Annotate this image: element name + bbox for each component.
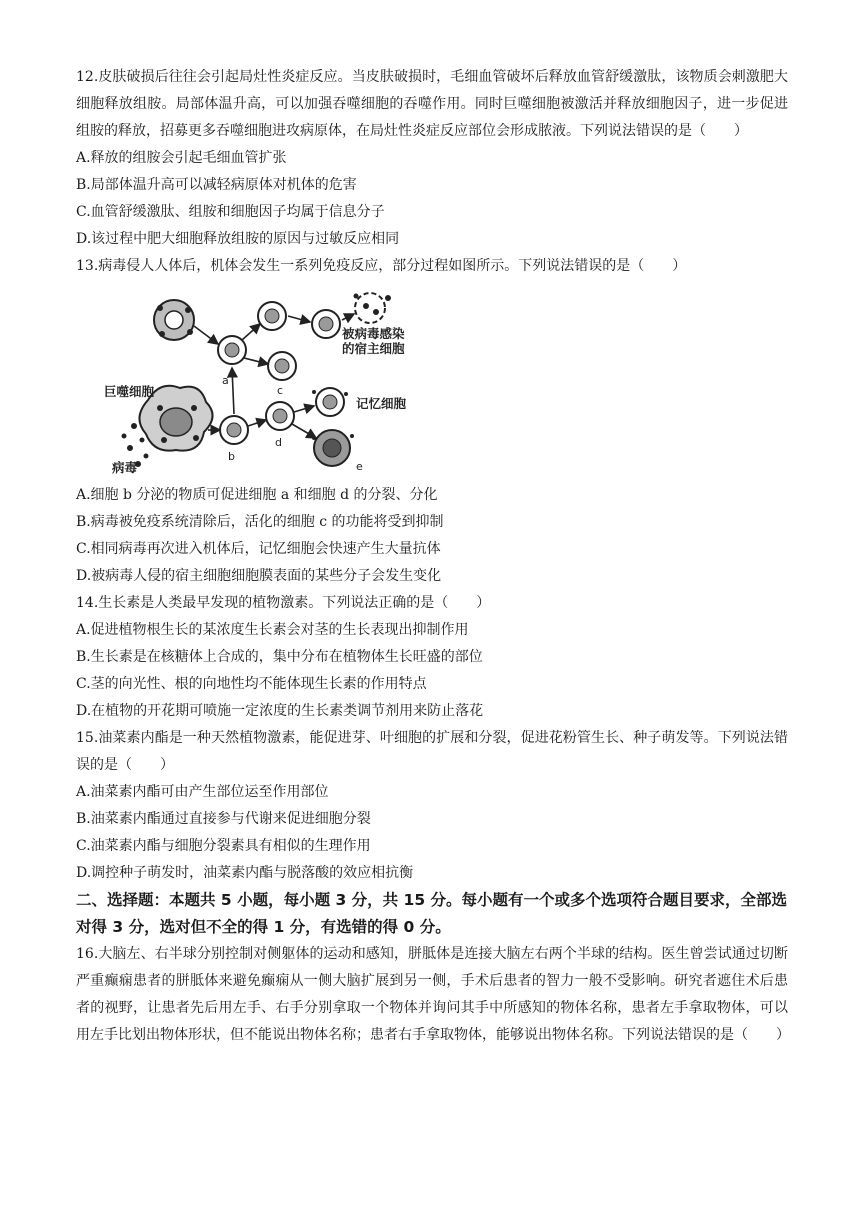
cell-c (268, 352, 296, 380)
label-b: b (228, 450, 235, 463)
cell-a (218, 336, 246, 364)
question-13-option-b: B.病毒被免疫系统清除后，活化的细胞 c 的功能将受到抑制 (76, 514, 444, 530)
label-infected-cell: 被病毒感染的宿主细胞 (342, 326, 405, 356)
section-2-heading: 二、选择题：本题共 5 小题，每小题 3 分，共 15 分。每小题有一个或多个选项符合题目要求，全部选对得 3 分，选对但不全的得 1 分，有选错的得 0 分。 (76, 891, 788, 936)
question-15-option-a: A.油菜素内酯可由产生部位运至作用部位 (76, 784, 329, 800)
exam-page (76, 64, 788, 1049)
question-13-option-c: C.相同病毒再次进入机体后，记忆细胞会快速产生大量抗体 (76, 541, 441, 557)
infected-cell-topleft (154, 300, 194, 340)
question-15-stem: 15.油菜素内酯是一种天然植物激素，能促进芽、叶细胞的扩展和分裂，促进花粉管生长、种子萌发等。下列说法错误的是（ ） (76, 730, 788, 773)
immune-response-figure (104, 288, 416, 476)
label-a: a (222, 374, 229, 387)
question-13 (76, 253, 788, 590)
question-13-option-a: A.细胞 b 分泌的物质可促进细胞 a 和细胞 d 的分裂、分化 (76, 487, 438, 503)
question-12-option-c: C.血管舒缓激肽、组胺和细胞因子均属于信息分子 (76, 204, 385, 220)
question-14-option-b: B.生长素是在核糖体上合成的，集中分布在植物体生长旺盛的部位 (76, 649, 483, 665)
question-12-option-b: B.局部体温升高可以减轻病原体对机体的危害 (76, 177, 357, 193)
question-13-option-d: D.被病毒人侵的宿主细胞细胞膜表面的某些分子会发生变化 (76, 568, 442, 584)
question-15-option-c: C.油菜素内酯与细胞分裂素具有相似的生理作用 (76, 838, 371, 854)
question-14-option-a: A.促进植物根生长的某浓度生长素会对茎的生长表现出抑制作用 (76, 622, 469, 638)
label-memory-cell: 记忆细胞 (356, 396, 407, 411)
cell-e (312, 430, 354, 466)
question-15 (76, 725, 788, 887)
question-16 (76, 941, 788, 1049)
question-15-option-d: D.调控种子萌发时，油菜素内酯与脱落酸的效应相抗衡 (76, 865, 414, 881)
effector-cell-upper-2 (312, 310, 340, 338)
label-macrophage: 巨噬细胞 (104, 384, 155, 399)
cell-d (266, 402, 294, 430)
question-14-option-c: C.茎的向光性、根的向地性均不能体现生长素的作用特点 (76, 676, 427, 692)
label-e: e (356, 460, 363, 473)
question-16-stem: 16.大脑左、右半球分别控制对侧躯体的运动和感知，胼胝体是连接大脑左右两个半球的结构。医生曾尝试通过切断严重癫痫患者的胼胝体来避免癫痫从一侧大脑扩展到另一侧，手术后患者的智力一般不受影响。研究者遮住术后患者的视野，让患者先后用左手、右手分别拿取一个物体并询问其手中所感知的物体名称，患者左手拿取物体，可以用左手比划出物体形状，但不能说出物体名称；患者右手拿取物体，能够说出物体名称。下列说法错误的是（ ） (76, 946, 790, 1043)
question-12-option-d: D.该过程中肥大细胞释放组胺的原因与过敏反应相同 (76, 231, 400, 247)
label-virus: 病毒 (112, 460, 138, 475)
label-d: d (275, 436, 282, 449)
question-12-option-a: A.释放的组胺会引起毛细血管扩张 (76, 150, 287, 166)
memory-cell (312, 388, 348, 416)
effector-cell-upper-1 (258, 302, 286, 330)
question-12-stem: 12.皮肤破损后往往会引起局灶性炎症反应。当皮肤破损时，毛细血管破坏后释放血管舒缓激肽，该物质会刺激肥大细胞释放组胺。局部体温升高，可以加强吞噬细胞的吞噬作用。同时巨噬细胞被激活并释放细胞因子，进一步促进组胺的释放，招募更多吞噬细胞进攻病原体，在局灶性炎症反应部位会形成脓液。下列说法错误的是（ ） (76, 69, 788, 139)
question-14-option-d: D.在植物的开花期可喷施一定浓度的生长素类调节剂用来防止落花 (76, 703, 484, 719)
question-12 (76, 64, 788, 253)
cell-b (220, 416, 248, 444)
question-14-stem: 14.生长素是人类最早发现的植物激素。下列说法正确的是（ ） (76, 595, 491, 611)
question-14 (76, 590, 788, 725)
label-c: c (277, 384, 284, 397)
question-13-stem: 13.病毒侵人人体后，机体会发生一系列免疫反应，部分过程如图所示。下列说法错误的是（ ） (76, 258, 687, 274)
target-host-cell (354, 293, 392, 323)
question-15-option-b: B.油菜素内酯通过直接参与代谢来促进细胞分裂 (76, 811, 371, 827)
